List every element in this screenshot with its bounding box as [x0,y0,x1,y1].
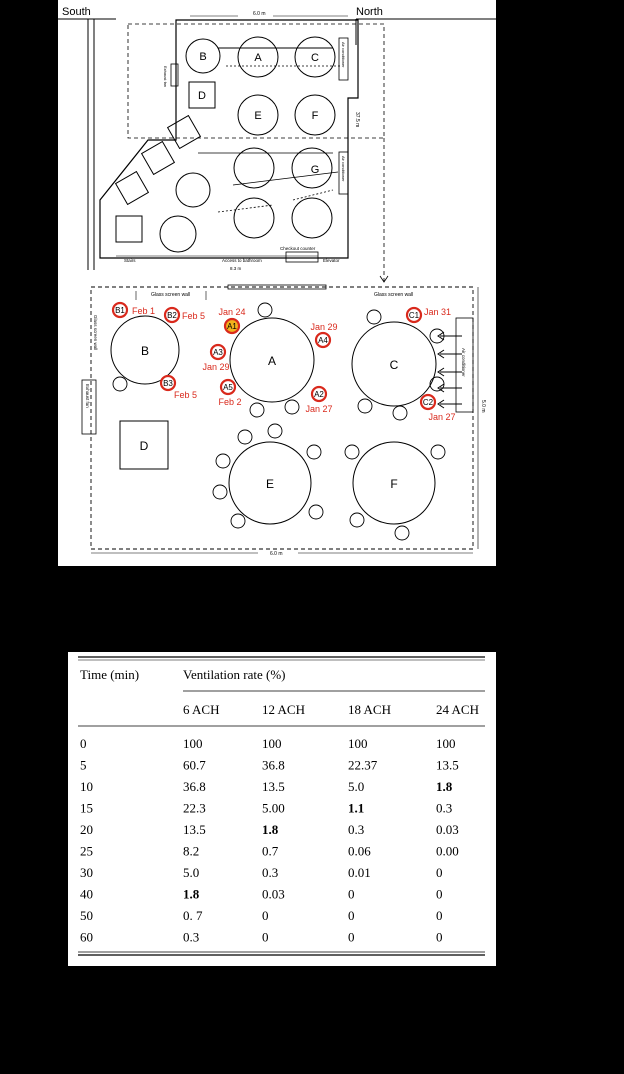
case-date: Feb 5 [182,311,206,321]
case-marker-b2 [165,308,205,322]
top-table-a: A [254,52,262,64]
case-marker-c1 [407,307,451,322]
value-cell: 0 [262,929,269,945]
time-cell: 60 [80,929,93,945]
detail-exhaust-fan-label: Exhaust fan [85,384,90,408]
floor-plan-svg [58,0,496,566]
top-table-b: B [199,51,207,63]
time-cell: 15 [80,800,93,816]
time-cell: 50 [80,908,93,923]
value-cell: 1.8 [262,822,279,837]
value-cell: 0 [436,908,443,923]
ac-2-label: Air conditioner [341,156,346,182]
value-cell: 0 [436,865,443,880]
ac-1-label: Air conditioner [341,42,346,68]
case-id: B2 [167,311,177,320]
case-id: A4 [318,336,328,345]
column-header-6-ach: 6 ACH [183,702,220,717]
case-date: Feb 5 [174,390,198,400]
table-row [80,801,452,816]
value-cell: 100 [183,736,203,751]
table-row [80,865,443,880]
value-cell: 0. 7 [183,908,203,923]
detail-ac-label: Air conditioner [461,348,466,377]
value-cell: 0 [436,929,443,945]
detail-table-a: A [267,354,277,368]
table-row [80,758,459,773]
case-id: A2 [314,390,324,399]
value-cell: 13.5 [262,779,285,794]
glass-wall-right-label: Glass screen wall [374,292,414,298]
stairs-label: Stairs [124,258,136,263]
case-date: Jan 29 [310,322,338,332]
table-row [80,908,443,923]
value-cell: 5.0 [183,865,200,880]
time-cell: 30 [80,865,93,880]
column-header-12-ach: 12 ACH [262,702,305,717]
value-cell: 100 [262,736,282,751]
column-header-18-ach: 18 ACH [348,702,391,717]
case-date: Feb 1 [132,306,156,316]
value-cell: 0.01 [348,865,371,880]
restaurant-detail-plan [82,285,486,557]
case-id: A3 [213,348,223,357]
value-cell: 0 [262,908,269,923]
time-cell: 5 [80,757,87,773]
case-id: C2 [422,398,434,407]
case-date: Jan 27 [428,412,456,422]
top-table-d: D [198,90,206,102]
value-cell: 36.8 [262,757,285,773]
case-date: Feb 2 [218,397,242,407]
time-cell: 0 [80,736,87,751]
detail-table-e: E [265,477,275,491]
value-cell: 0.00 [436,843,459,859]
value-cell: 1.8 [183,886,200,902]
value-cell: 0.3 [436,800,453,816]
value-cell: 0 [348,908,355,923]
elevator-label: Elevator [323,258,340,263]
column-headers [183,702,479,717]
case-date: Jan 24 [218,307,246,317]
time-cell: 25 [80,843,93,859]
top-table-c: C [311,52,319,64]
ventilation-header: Ventilation rate (%) [183,667,286,682]
value-cell: 0 [348,886,355,902]
case-id: C1 [408,311,420,320]
value-cell: 0.06 [348,843,371,859]
case-marker-a1 [218,307,245,333]
value-cell: 0.7 [262,843,279,859]
north-label: North [356,6,383,18]
column-header-24-ach: 24 ACH [436,702,479,717]
value-cell: 0.03 [436,822,459,837]
value-cell: 100 [348,736,368,751]
value-cell: 0.03 [262,886,285,902]
case-marker-a4 [310,322,337,347]
table-row [80,844,459,859]
value-cell: 0.3 [183,929,200,945]
detail-table-f: F [390,477,398,491]
value-cell: 0.3 [348,822,365,837]
value-cell: 100 [436,736,456,751]
table-row [80,887,443,902]
case-id: B1 [115,306,125,315]
value-cell: 60.7 [183,757,206,773]
value-cell: 22.37 [348,757,378,773]
detail-table-b: B [140,344,150,358]
glass-wall-side-label: Glass screen wall [93,315,98,351]
bathroom-label: Access to bathroom [222,258,262,263]
top-table-f: F [311,110,319,122]
case-date: Jan 31 [424,307,452,317]
value-cell: 1.1 [348,800,365,816]
south-label: South [62,6,91,18]
ventilation-table-svg [68,652,496,966]
time-cell: 10 [80,779,93,794]
value-cell: 0 [348,929,355,945]
case-marker-b3 [161,376,197,400]
time-cell: 40 [80,886,93,902]
case-date: Jan 29 [202,362,230,372]
table-row [80,779,453,794]
value-cell: 22.3 [183,800,206,816]
table-row [80,822,459,837]
value-cell: 1.8 [436,779,453,794]
detail-width-dim: 6.0 m [270,551,283,557]
table-body [80,736,459,945]
exhaust-fan-label: Exhaust fan [163,66,168,88]
detail-height-dim: 5.0 m [480,400,486,413]
value-cell: 36.8 [183,779,206,794]
time-cell: 20 [80,822,93,837]
length-dim: 8.3 m [230,266,242,271]
table-row [80,930,443,945]
floor-plan-diagram [58,0,496,566]
top-table-g: G [310,164,320,176]
value-cell: 13.5 [436,757,459,773]
case-date: Jan 27 [305,404,333,414]
case-marker-c2 [421,395,456,422]
value-cell: 5.00 [262,800,285,816]
case-id: B3 [163,379,173,388]
checkout-label: Checkout counter [280,246,316,251]
case-id: A5 [223,383,233,392]
value-cell: 5.0 [348,779,365,794]
height-dim: 37.5 m [354,112,360,128]
table-row [80,736,456,751]
value-cell: 0.3 [262,865,279,880]
infection-cases [113,303,456,422]
case-id: A1 [227,322,237,331]
detail-table-c: C [389,358,399,372]
case-marker-b1 [113,303,155,317]
case-marker-a3 [202,345,229,372]
top-table-e: E [254,110,262,122]
value-cell: 0 [436,886,443,902]
detail-table-d: D [139,439,149,453]
top-width-dim: 6.0 m [253,11,266,17]
time-header: Time (min) [80,667,140,682]
value-cell: 13.5 [183,822,206,837]
overall-floor-plan [58,6,496,282]
case-marker-a2 [305,387,332,414]
glass-wall-left-label: Glass screen wall [151,292,191,298]
ventilation-table [68,652,496,966]
value-cell: 8.2 [183,843,200,859]
